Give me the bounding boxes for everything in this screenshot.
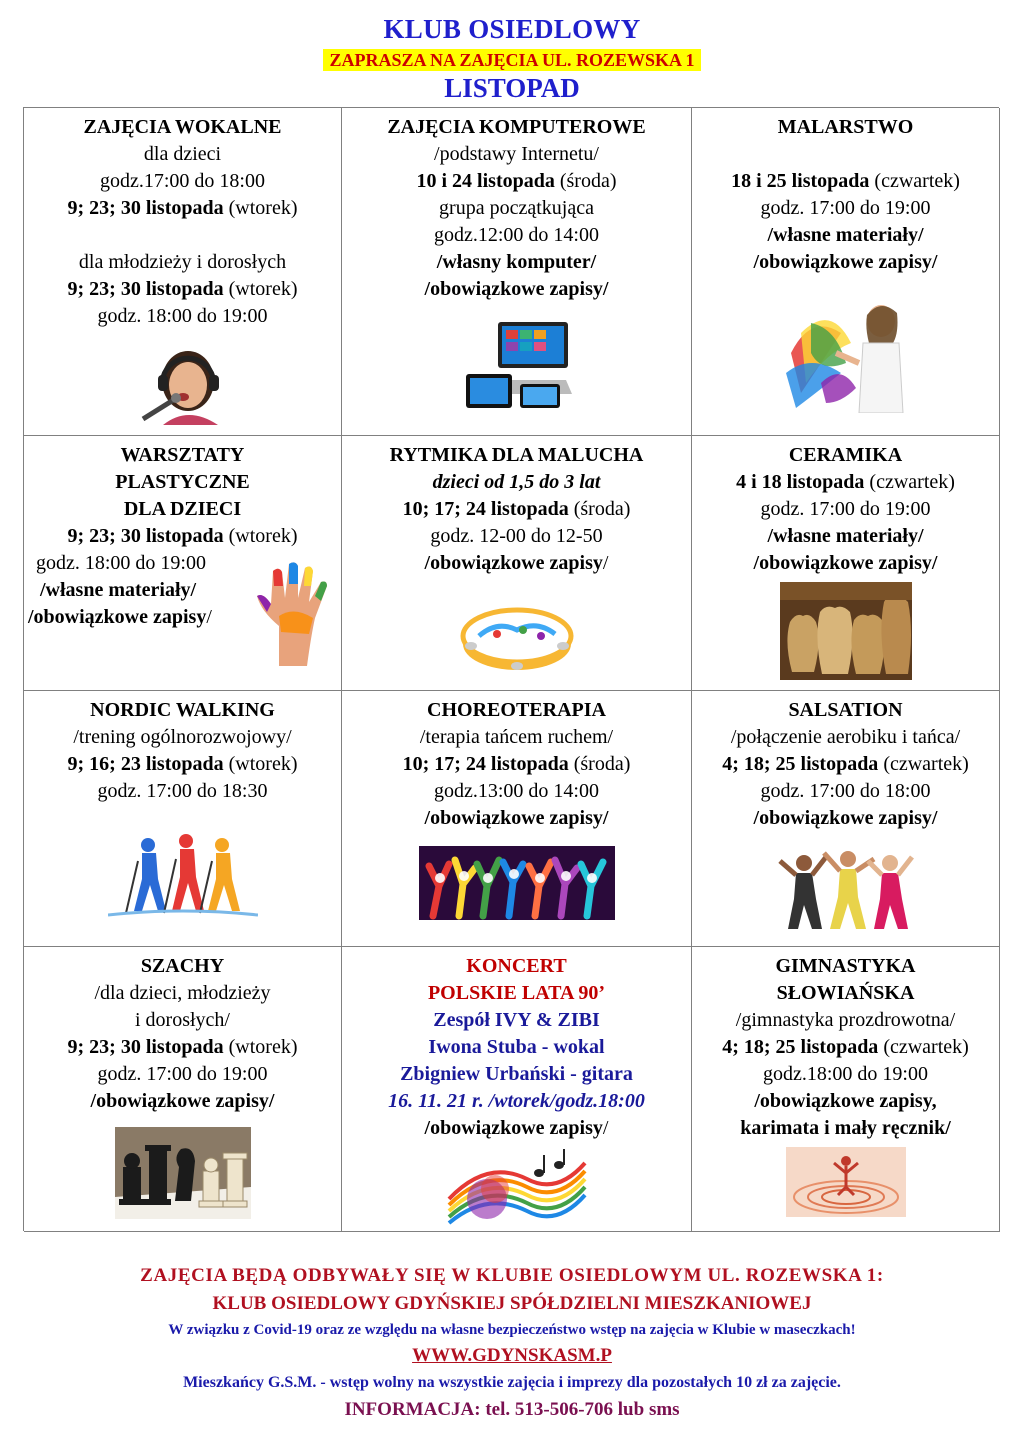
- footer-covid-notice: W związku z Covid-19 oraz ze względu na własne bezpieczeństwo wstęp na zajęcia w Klubie w maseczkach!: [168, 1322, 856, 1338]
- gym-subtitle: /gimnastyka prozdrowotna/: [735, 1009, 956, 1031]
- poster-title: KLUB OSIEDLOWY: [383, 14, 641, 44]
- salsation-dates: 4; 18; 25 listopada (czwartek): [722, 753, 969, 775]
- cell-choreotherapy: [342, 691, 692, 947]
- art-title-1: WARSZTATY: [120, 444, 245, 466]
- art-signup: /obowiązkowe zapisy/: [28, 606, 212, 628]
- concert-date: 16. 11. 21 r. /wtorek/godz.18:00: [388, 1090, 645, 1112]
- art-hours: godz. 18:00 do 19:00: [36, 552, 206, 574]
- computer-dates: 10 i 24 listopada (środa): [416, 170, 617, 192]
- footer-organizer: KLUB OSIEDLOWY GDYŃSKIEJ SPÓŁDZIELNI MIESZKANIOWEJ: [212, 1293, 812, 1314]
- vocal-group-adults: dla młodzieży i dorosłych: [78, 251, 287, 273]
- concert-subtitle: POLSKIE LATA 90’: [427, 982, 606, 1004]
- rhythm-dates: 10; 17; 24 listopada (środa): [402, 498, 631, 520]
- vocal-hours-adults: godz. 18:00 do 19:00: [97, 305, 268, 327]
- salsation-signup: /obowiązkowe zapisy/: [753, 807, 938, 829]
- cell-salsation: [692, 691, 1000, 947]
- footer-contact: INFORMACJA: tel. 513-506-706 lub sms: [344, 1399, 680, 1420]
- month-heading: LISTOPAD: [444, 73, 580, 103]
- rhythm-age: dzieci od 1,5 do 3 lat: [432, 471, 601, 493]
- footer-website-link[interactable]: WWW.GDYNSKASM.P: [412, 1345, 612, 1366]
- chess-signup: /obowiązkowe zapisy/: [90, 1090, 275, 1112]
- choreo-signup: /obowiązkowe zapisy/: [424, 807, 609, 829]
- chess-hours: godz. 17:00 do 19:00: [97, 1063, 268, 1085]
- gym-signup: /obowiązkowe zapisy,: [754, 1090, 937, 1112]
- painting-signup: /obowiązkowe zapisy/: [753, 251, 938, 273]
- nordic-hours: godz. 17:00 do 18:30: [97, 780, 268, 802]
- painting-image: [781, 293, 911, 413]
- singer-image: [133, 343, 233, 425]
- salsation-subtitle: /połączenie aerobiku i tańca/: [730, 726, 961, 748]
- rhythm-hours: godz. 12-00 do 12-50: [430, 525, 603, 547]
- computer-title: ZAJĘCIA KOMPUTEROWE: [387, 116, 646, 138]
- ceramics-image: [780, 582, 912, 680]
- choreo-hours: godz.13:00 do 14:00: [434, 780, 599, 802]
- cell-rhythm: [342, 436, 692, 691]
- computer-devices-image: [462, 318, 572, 416]
- salsation-dancers-image: [776, 847, 916, 931]
- vocal-title: ZAJĘCIA WOKALNE: [83, 116, 282, 138]
- concert-vocal: Iwona Stuba - wokal: [428, 1036, 605, 1058]
- cell-nordic-walking: [24, 691, 342, 947]
- nordic-dates: 9; 16; 23 listopada (wtorek): [67, 753, 298, 775]
- meditation-image: [786, 1147, 906, 1217]
- rhythm-title: RYTMIKA DLA MALUCHA: [389, 444, 644, 466]
- vocal-hours-kids: godz.17:00 do 18:00: [100, 170, 265, 192]
- cell-ceramics: [692, 436, 1000, 691]
- concert-signup: /obowiązkowe zapisy/: [424, 1117, 609, 1139]
- chess-dates: 9; 23; 30 listopada (wtorek): [67, 1036, 298, 1058]
- choreo-title: CHOREOTERAPIA: [427, 699, 606, 721]
- schedule-grid: [23, 107, 999, 1231]
- music-notes-image: [447, 1149, 587, 1227]
- chess-audience-1: /dla dzieci, młodzieży: [94, 982, 271, 1004]
- cell-chess: [24, 947, 342, 1232]
- vocal-dates-kids: 9; 23; 30 listopada (wtorek): [67, 197, 298, 219]
- footer-pricing: Mieszkańcy G.S.M. - wstęp wolny na wszystkie zajęcia i imprezy dla pozostałych 10 zł za zajęcie.: [183, 1374, 841, 1391]
- art-title-2: PLASTYCZNE: [115, 471, 250, 493]
- computer-note: /własny komputer/: [436, 251, 597, 273]
- painting-dates: 18 i 25 listopada (czwartek): [731, 170, 960, 192]
- chess-title: SZACHY: [140, 955, 225, 977]
- chess-audience-2: i dorosłych/: [135, 1009, 230, 1031]
- chess-image: [115, 1127, 251, 1219]
- cell-computer: [342, 108, 692, 436]
- painting-title: MALARSTWO: [777, 116, 914, 138]
- salsation-title: SALSATION: [788, 699, 903, 721]
- cell-vocal: [24, 108, 342, 436]
- ceramics-title: CERAMIKA: [788, 444, 903, 466]
- cell-concert: [342, 947, 692, 1232]
- gym-equipment: karimata i mały ręcznik/: [740, 1117, 951, 1139]
- art-title-3: DLA DZIECI: [123, 498, 242, 520]
- concert-band: Zespół IVY & ZIBI: [433, 1009, 600, 1031]
- painting-materials: /własne materiały/: [767, 224, 924, 246]
- ceramics-materials: /własne materiały/: [767, 525, 924, 547]
- choreo-dates: 10; 17; 24 listopada (środa): [402, 753, 631, 775]
- ceramics-hours: godz. 17:00 do 19:00: [760, 498, 931, 520]
- footer-location: ZAJĘCIA BĘDĄ ODBYWAŁY SIĘ W KLUBIE OSIEDLOWYM UL. ROZEWSKA 1:: [140, 1265, 884, 1286]
- concert-guitar: Zbigniew Urbański - gitara: [400, 1063, 633, 1085]
- gym-title-2: SŁOWIAŃSKA: [776, 982, 915, 1004]
- ceramics-dates: 4 i 18 listopada (czwartek): [736, 471, 955, 493]
- gym-hours: godz.18:00 do 19:00: [763, 1063, 928, 1085]
- computer-hours: godz.12:00 do 14:00: [434, 224, 599, 246]
- cell-gymnastics: [692, 947, 1000, 1232]
- dancers-image: [419, 846, 615, 920]
- cell-painting: [692, 108, 1000, 436]
- footer: [0, 1262, 1024, 1424]
- art-materials: /własne materiały/: [40, 579, 197, 601]
- invitation-banner: ZAPRASZA NA ZAJĘCIA UL. ROZEWSKA 1: [323, 49, 700, 71]
- nordic-subtitle: /trening ogólnorozwojowy/: [73, 726, 292, 748]
- painted-hand-image: [249, 556, 339, 666]
- gym-dates: 4; 18; 25 listopada (czwartek): [722, 1036, 969, 1058]
- computer-group: grupa początkująca: [439, 197, 594, 219]
- nordic-title: NORDIC WALKING: [90, 699, 275, 721]
- salsation-hours: godz. 17:00 do 18:00: [760, 780, 931, 802]
- art-dates: 9; 23; 30 listopada (wtorek): [67, 525, 298, 547]
- tambourine-image: [457, 596, 577, 676]
- computer-subtitle: /podstawy Internetu/: [434, 143, 599, 165]
- painting-hours: godz. 17:00 do 19:00: [760, 197, 931, 219]
- rhythm-signup: /obowiązkowe zapisy/: [424, 552, 609, 574]
- concert-title: KONCERT: [466, 955, 567, 977]
- vocal-group-kids: dla dzieci: [143, 143, 222, 165]
- vocal-dates-adults: 9; 23; 30 listopada (wtorek): [67, 278, 298, 300]
- cell-art-workshop: [24, 436, 342, 691]
- computer-signup: /obowiązkowe zapisy/: [424, 278, 609, 300]
- gym-title-1: GIMNASTYKA: [775, 955, 916, 977]
- ceramics-signup: /obowiązkowe zapisy/: [753, 552, 938, 574]
- nordic-walkers-image: [108, 831, 258, 917]
- choreo-subtitle: /terapia tańcem ruchem/: [419, 726, 614, 748]
